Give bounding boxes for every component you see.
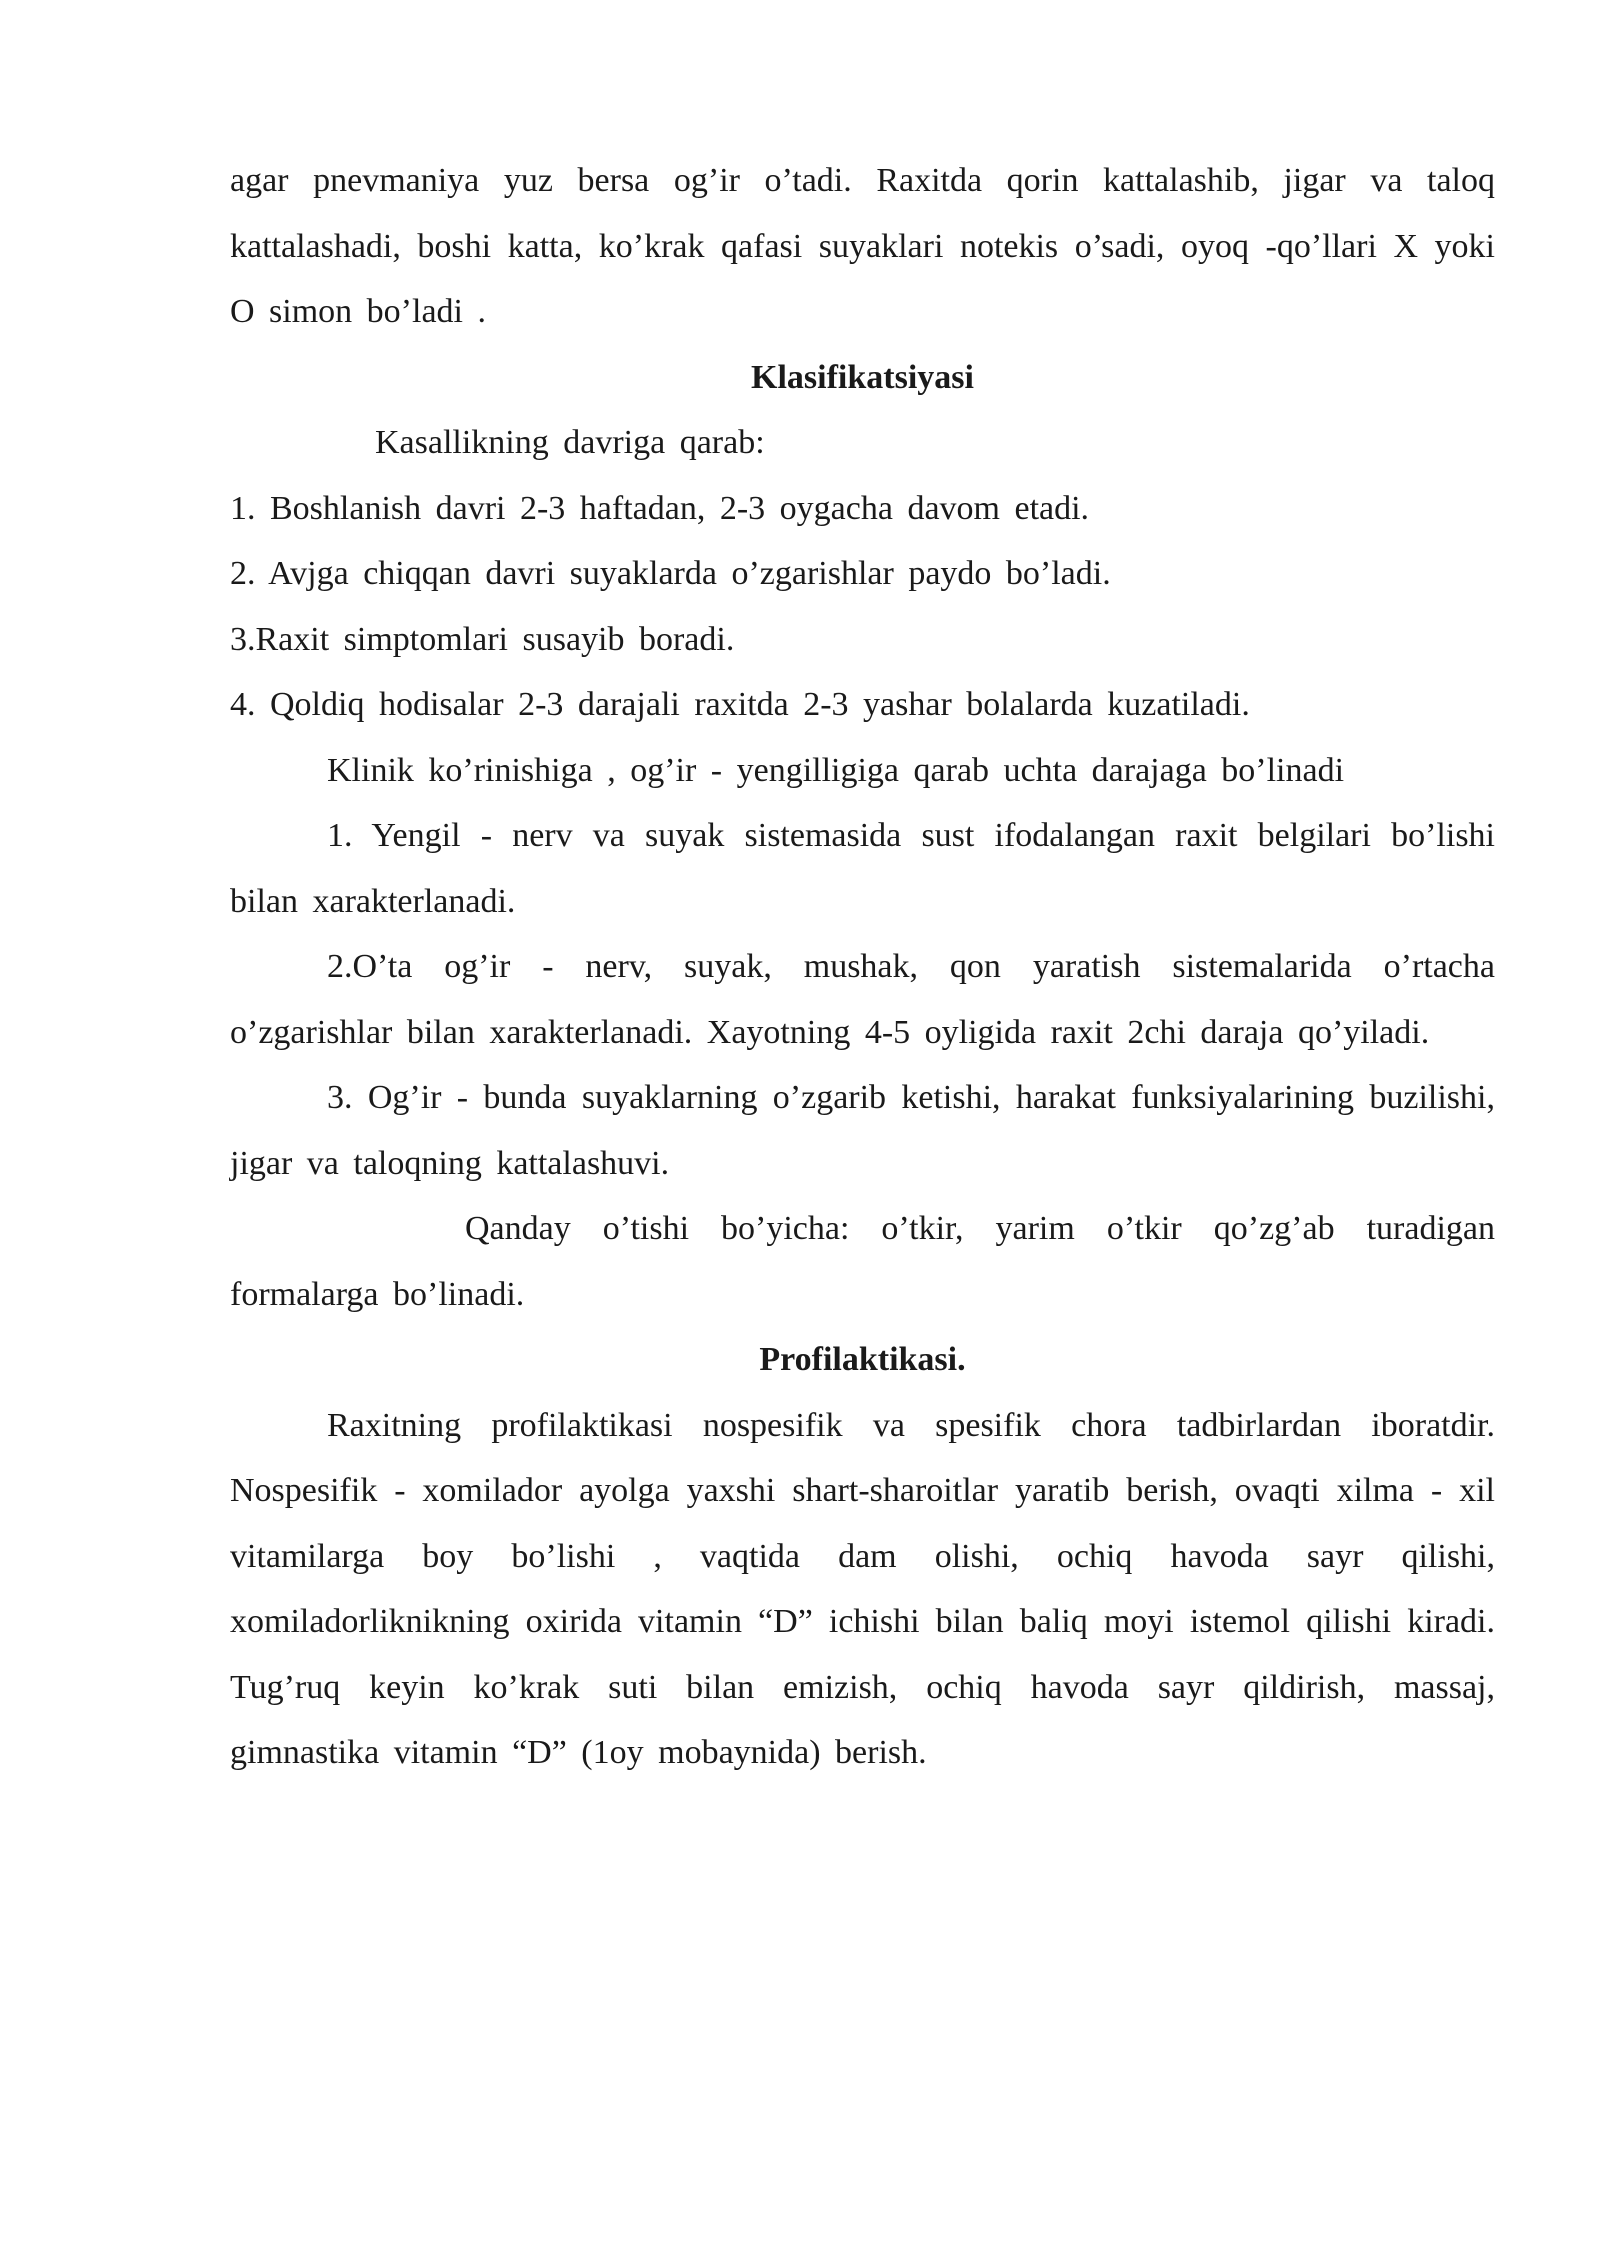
period-item-3: 3.Raxit simptomlari susayib boradi. (230, 620, 735, 658)
clinical-intro-paragraph: Klinik ko’rinishiga , og’ir - yengilligiga qarab uchta darajaga bo’linadi (327, 751, 1345, 789)
prophylaxis-heading: Profilaktikasi. (759, 1341, 966, 1378)
period-item-1: 1. Boshlanish davri 2-3 haftadan, 2-3 oygacha davom etadi. (230, 489, 1090, 527)
degree-item-2: 2.O’ta og’ir - nerv, suyak, mushak, qon yaratish sistemalarida o’rtacha o’zgarishlar bilan xarakterlanadi. Xayotning 4-5 oyligida raxit 2chi daraja qo’yiladi. (230, 948, 1495, 1051)
period-item-4: 4. Qoldiq hodisalar 2-3 darajali raxitda 2-3 yashar bolalarda kuzatiladi. (230, 686, 1250, 723)
period-item-2: 2. Avjga chiqqan davri suyaklarda o’zgarishlar paydo bo’ladi. (230, 555, 1111, 592)
course-paragraph: Qanday o’tishi bo’yicha: o’tkir, yarim o’tkir qo’zg’ab turadigan formalarga bo’linadi. (230, 1210, 1495, 1313)
degree-item-1: 1. Yengil - nerv va suyak sistemasida sust ifodalangan raxit belgilari bo’lishi bilan xarakterlanadi. (230, 817, 1495, 920)
period-intro: Kasallikning davriga qarab: (375, 424, 765, 461)
classification-heading: Klasifikatsiyasi (751, 358, 974, 396)
intro-paragraph: agar pnevmaniya yuz bersa og’ir o’tadi. Raxitda qorin kattalashib, jigar va taloq kattalashadi, boshi katta, ko’krak qafasi suyaklari notekis o’sadi, oyoq -qo’llari X yoki O simon bo’ladi . (230, 162, 1495, 330)
degree-item-3: 3. Og’ir - bunda suyaklarning o’zgarib ketishi, harakat funksiyalarining buzilishi, jigar va taloqning kattalashuvi. (230, 1079, 1495, 1182)
document-page (230, 148, 1495, 1786)
prophylaxis-paragraph: Raxitning profilaktikasi nospesifik va spesifik chora tadbirlardan iboratdir. Nospesifik - xomilador ayolga yaxshi shart-sharoitlar yaratib berish, ovaqti xilma - xil vitamilarga boy bo’lishi , vaqtida dam olishi, ochiq havoda sayr qilishi, xomiladorliknikning oxirida vitamin “D” ichishi bilan baliq moyi istemol qilishi kiradi. Tug’ruq keyin ko’krak suti bilan emizish, ochiq havoda sayr qildirish, massaj, gimnastika vitamin “D” (1oy mobaynida) berish. (230, 1406, 1495, 1771)
